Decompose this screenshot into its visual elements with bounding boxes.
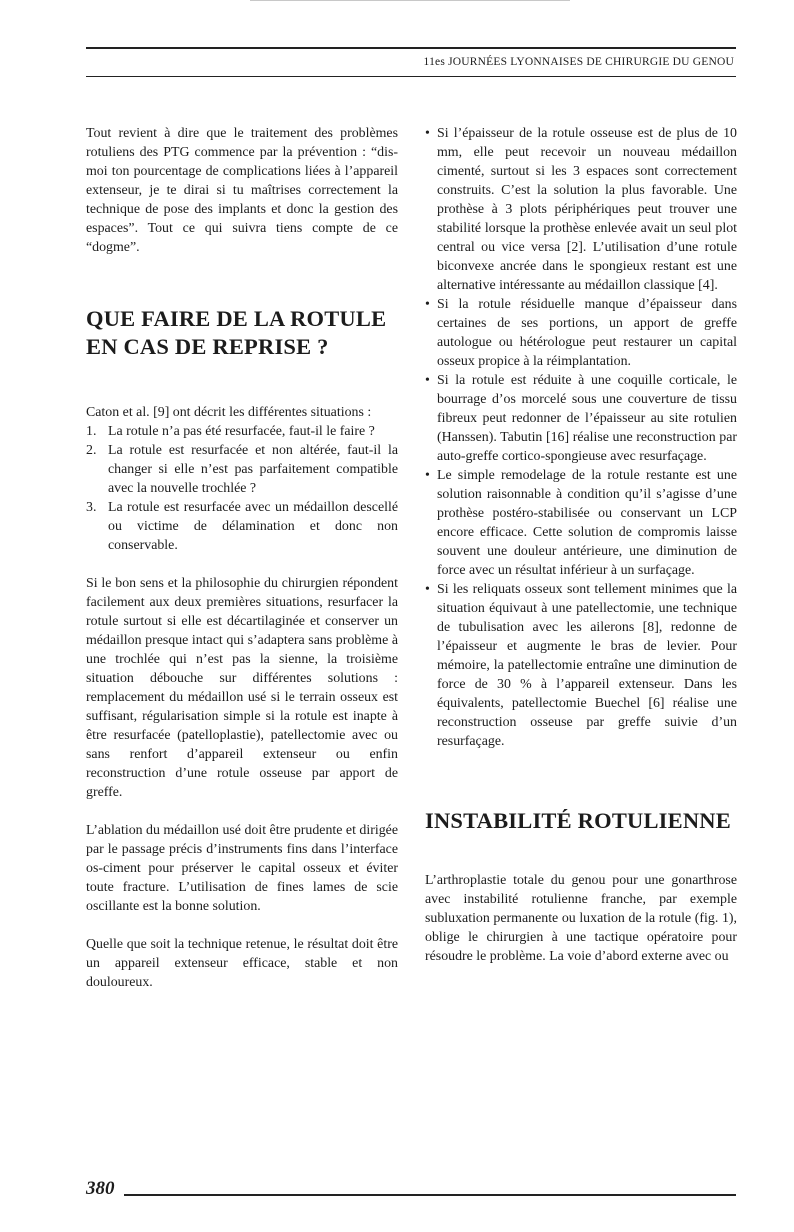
reprise-options-list (425, 124, 737, 751)
bon-sens-paragraph: Si le bon sens et la philosophie du chirurgien répondent facilement aux deux premières situations, resurfacer la rotule surtout si elle est décartilaginée et conserver un médaillon presque intact qui s’adaptera sans problème à une trochlée qui n’est pas la sienne, la troisième situation débouche sur différentes solutions : remplacement du médaillon usé si le terrain osseux est suffisant, régularisation simple si la rotule est inapte à être resurfacée (patelloplastie), patellectomie avec ou sans renfort d’appareil extenseur ou enfin reconstruction d’une rotule osseuse par apport de greffe. (86, 576, 398, 800)
caton-intro: Caton et al. [9] ont décrit les différentes situations : (86, 405, 372, 420)
list-item (86, 498, 398, 555)
ablation-paragraph: L’ablation du médaillon usé doit être prudente et dirigée par le passage précis d’instruments fins dans l’interface os-ciment pour préserver le capital osseux et éviter toute fracture. L’utilisation de fines lames de scie oscillante est la bonne solution. (86, 823, 398, 914)
list-item: • Si l’épaisseur de la rotule osseuse est de plus de 10 mm, elle peut recevoir un nouveau médaillon cimenté, surtout si les 3 espaces sont correctement construits. C’est la solution la plus favorable. Une prothèse à 3 plots périphériques peut trouver une stabilité lorsque la prothèse enlevée avait un seul plot central ou vice versa [2]. L’utilisation d’une rotule biconvexe ancrée dans le spongieux restant est une alternative intéressante au médaillon classique [4]. (425, 124, 737, 295)
right-column (425, 124, 737, 985)
list-number: 3. (86, 500, 97, 515)
top-edge-rule (250, 0, 570, 1)
list-text: La rotule est resurfacée avec un médaillon descellé ou victime de délamination et donc non conservable. (108, 500, 398, 553)
left-column (86, 124, 398, 1011)
list-item: • Le simple remodelage de la rotule restante est une solution raisonnable à condition qu’il s’agisse d’une prothèse postéro-stabilisée ou conservant un LCP encore efficace. Cette solution de compromis laisse souvent une douleur antérieure, une diminution de force avec un résultat inférieur à un surfaçage. (425, 466, 737, 580)
list-number: 1. (86, 424, 97, 439)
intro-paragraph: Tout revient à dire que le traitement des problèmes rotuliens des PTG commence par la prévention : “dis-moi ton pourcentage de complications liées à l’appareil extenseur, je te dirai si tu maîtrises correctement la technique de pose des implants et donc la gestion des espaces”. Tout ce qui suivra tiens compte de ce “dogme”. (86, 126, 398, 255)
quelle-que-paragraph: Quelle que soit la technique retenue, le résultat doit être un appareil extenseur efficace, stable et non douloureux. (86, 937, 398, 990)
arthroplastie-paragraph: L’arthroplastie totale du genou pour une gonarthrose avec instabilité rotulienne franche, par exemple subluxation permanente ou luxation de la rotule (fig. 1), oblige le chirurgien à une tactique opératoire pour résoudre le problème. La voie d’abord externe avec ou (425, 873, 737, 964)
list-item (86, 422, 398, 441)
footer-rule (124, 1194, 736, 1196)
list-item: • Si la rotule résiduelle manque d’épaisseur dans certaines de ses portions, un apport de greffe autologue ou hétérologue peut restaurer un capital osseux propice à la réimplantation. (425, 295, 737, 371)
header-rule-bottom (86, 76, 736, 77)
list-number: 2. (86, 443, 97, 458)
page-number: 380 (86, 1178, 115, 1199)
situations-list (86, 422, 398, 555)
list-item: • Si la rotule est réduite à une coquille corticale, le bourrage d’os morcelé sous une couverture de tissu fibreux peut redonner de l’épaisseur au site rotulien (Hanssen). Tabutin [16] réalise une reconstruction par auto-greffe cortico-spongieuse avec resurfaçage. (425, 371, 737, 466)
section-heading-rotule: QUE FAIRE DE LA ROTULE EN CAS DE REPRISE ? (86, 306, 387, 359)
running-head: 11es JOURNÉES LYONNAISES DE CHIRURGIE DU GENOU (423, 56, 734, 68)
list-text: La rotule n’a pas été resurfacée, faut-il le faire ? (108, 424, 375, 439)
header-rule-top (86, 47, 736, 49)
list-item: • Si les reliquats osseux sont tellement minimes que la situation équivaut à une patellectomie, une technique de tubulisation avec les ailerons [8], redonne de l’épaisseur et augmente le bras de levier. Pour mémoire, la patellectomie entraîne une diminution de force de 30 % à l’appareil extenseur. Dans les équivalents, patellectomie Buechel [6] réalise une reconstruction osseuse par greffe suivie d’un resurfaçage. (425, 580, 737, 751)
list-text: La rotule est resurfacée et non altérée, faut-il la changer si elle n’est pas parfaitement compatible avec la nouvelle trochlée ? (108, 443, 398, 496)
list-item (86, 441, 398, 498)
section-heading-instabilite: INSTABILITÉ ROTULIENNE (425, 808, 731, 833)
